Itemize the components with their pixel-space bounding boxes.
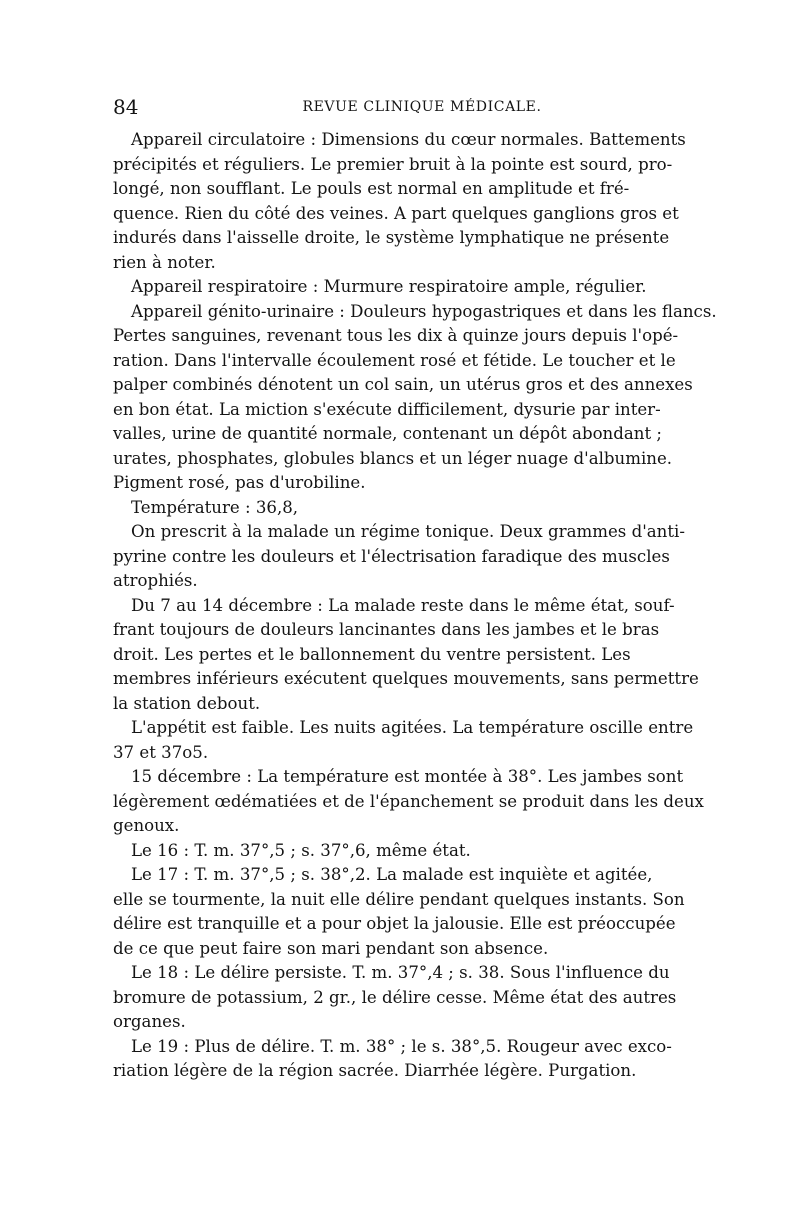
text-line: indurés dans l'aisselle droite, le système lymphatique ne présente (113, 228, 670, 247)
text-line: riation légère de la région sacrée. Diarrhée légère. Purgation. (113, 1061, 637, 1080)
text-line: en bon état. La miction s'exécute difficilement, dysurie par inter- (113, 399, 661, 419)
text-line: On prescrit à la malade un régime tonique. Deux grammes d'anti- (131, 522, 685, 541)
running-title: REVUE CLINIQUE MÉDICALE. (302, 99, 542, 115)
text-line: bromure de potassium, 2 gr., le délire cesse. Même état des autres (113, 987, 677, 1007)
body-text (113, 128, 717, 1084)
text-line: valles, urine de quantité normale, contenant un dépôt abondant ; (113, 424, 662, 443)
text-line: rien à noter. (113, 252, 216, 272)
paragraph-temperature (113, 496, 693, 521)
text-line: organes. (113, 1012, 186, 1031)
text-line: de ce que peut faire son mari pendant son absence. (113, 938, 549, 958)
text-line: Du 7 au 14 décembre : La malade reste dans le même état, souf- (131, 595, 675, 615)
page-number: 84 (113, 95, 139, 119)
text-line: droit. Les pertes et le ballonnement du ventre persistent. Les (113, 644, 631, 664)
text-line: frant toujours de douleurs lancinantes dans les jambes et le bras (113, 620, 660, 639)
text-line: la station debout. (113, 693, 261, 713)
paragraph-respiratory (113, 275, 693, 300)
text-line: 15 décembre : La température est montée à 38°. Les jambes sont (131, 767, 684, 786)
text-line: Appareil respiratoire : Murmure respiratoire ample, régulier. (131, 277, 647, 296)
text-line: Appareil génito-urinaire : Douleurs hypogastriques et dans les flancs. (131, 301, 717, 321)
paragraph-genitourinary (113, 300, 717, 496)
paragraph-december-16 (113, 839, 693, 864)
text-line: Le 16 : T. m. 37°,5 ; s. 37°,6, même état. (131, 840, 471, 860)
text-line: légèrement œdématiées et de l'épanchement se produit dans les deux (113, 791, 704, 811)
text-line: Appareil circulatoire : Dimensions du cœur normales. Battements (131, 130, 686, 149)
paragraph-december-18 (113, 961, 693, 1035)
text-line: délire est tranquille et a pour objet la jalousie. Elle est préoccupée (113, 914, 676, 933)
paragraph-december-15 (113, 765, 704, 839)
text-line: L'appétit est faible. Les nuits agitées. La température oscille entre (131, 718, 694, 737)
paragraph-appetite (113, 716, 693, 765)
text-line: Pigment rosé, pas d'urobiline. (113, 473, 366, 492)
text-line: genoux. (113, 816, 180, 835)
text-line: Pertes sanguines, revenant tous les dix à quinze jours depuis l'opé- (113, 326, 679, 345)
text-line: urates, phosphates, globules blancs et un léger nuage d'albumine. (113, 448, 673, 468)
page-header (113, 92, 693, 122)
text-line: Le 19 : Plus de délire. T. m. 38° ; le s. 38°,5. Rougeur avec exco- (131, 1036, 672, 1056)
paragraph-december-7-14 (113, 594, 699, 717)
paragraph-december-19 (113, 1035, 693, 1084)
text-line: quence. Rien du côté des veines. A part quelques ganglions gros et (113, 203, 679, 223)
text-line: 37 et 37o5. (113, 742, 209, 762)
paragraph-circulatory (113, 128, 693, 275)
text-line: atrophiés. (113, 571, 198, 590)
paragraph-december-17 (113, 863, 693, 961)
text-line: pyrine contre les douleurs et l'électrisation faradique des muscles (113, 546, 670, 566)
text-line: Le 17 : T. m. 37°,5 ; s. 38°,2. La malade est inquiète et agitée, (131, 865, 653, 884)
text-line: membres inférieurs exécutent quelques mouvements, sans permettre (113, 669, 699, 688)
text-line: Le 18 : Le délire persiste. T. m. 37°,4 ; s. 38. Sous l'influence du (131, 963, 670, 982)
text-line: elle se tourmente, la nuit elle délire pendant quelques instants. Son (113, 889, 685, 909)
text-line: longé, non soufflant. Le pouls est normal en amplitude et fré- (113, 179, 630, 198)
text-line: ration. Dans l'intervalle écoulement rosé et fétide. Le toucher et le (113, 350, 676, 370)
paragraph-prescription (113, 520, 693, 594)
text-line: Température : 36,8, (131, 497, 299, 517)
text-line: palper combinés dénotent un col sain, un utérus gros et des annexes (113, 375, 693, 394)
text-line: précipités et réguliers. Le premier bruit à la pointe est sourd, pro- (113, 154, 673, 174)
